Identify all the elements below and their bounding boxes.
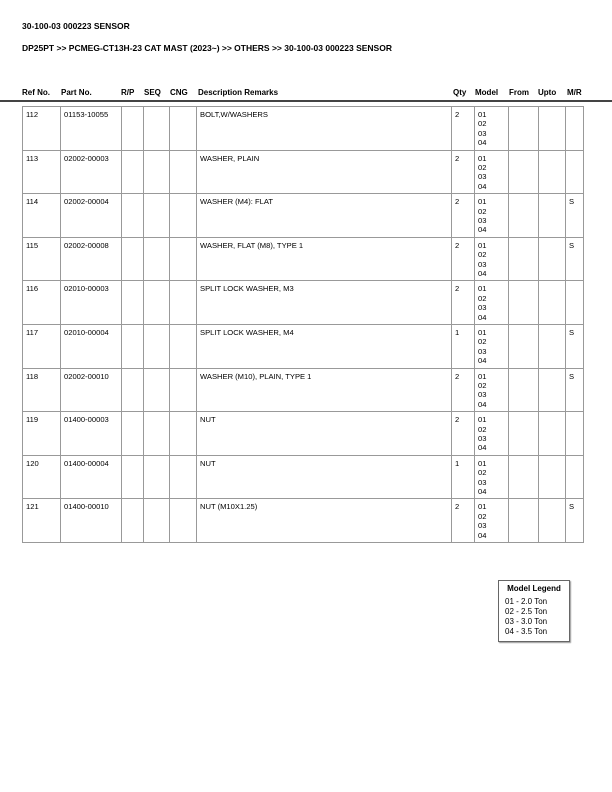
upto-cell <box>539 194 566 238</box>
table-row <box>23 237 584 281</box>
model-code: 02 <box>478 468 487 478</box>
model-code: 02 <box>478 206 487 216</box>
description-cell: SPLIT LOCK WASHER, M4 <box>197 324 452 368</box>
rp-cell <box>122 412 144 456</box>
parts-table <box>22 106 584 543</box>
model-cell <box>475 194 509 238</box>
description-cell: WASHER, PLAIN <box>197 150 452 194</box>
ref-cell: 113 <box>23 150 61 194</box>
model-code: 03 <box>478 390 487 400</box>
column-header: Ref No. <box>22 88 50 97</box>
upto-cell <box>539 281 566 325</box>
seq-cell <box>144 455 170 499</box>
column-header: CNG <box>170 88 188 97</box>
qty-cell: 1 <box>452 324 475 368</box>
model-code: 02 <box>478 337 487 347</box>
from-cell <box>509 368 539 412</box>
model-cell <box>475 324 509 368</box>
model-code: 03 <box>478 128 487 138</box>
model-cell <box>475 150 509 194</box>
upto-cell <box>539 237 566 281</box>
from-cell <box>509 281 539 325</box>
table-row <box>23 324 584 368</box>
seq-cell <box>144 499 170 543</box>
qty-cell: 2 <box>452 237 475 281</box>
model-code: 03 <box>478 303 487 313</box>
table-row <box>23 281 584 325</box>
part-no-cell: 01400-00004 <box>61 455 122 499</box>
mr-cell: S <box>566 499 584 543</box>
part-no-cell: 02002-00003 <box>61 150 122 194</box>
model-code: 01 <box>478 110 487 119</box>
model-code: 04 <box>478 312 487 322</box>
rp-cell <box>122 368 144 412</box>
model-legend <box>498 580 570 642</box>
part-no-cell: 02010-00004 <box>61 324 122 368</box>
model-code: 03 <box>478 172 487 182</box>
table-row <box>23 455 584 499</box>
column-header: Qty <box>453 88 467 97</box>
model-code: 02 <box>478 424 487 434</box>
description-cell: SPLIT LOCK WASHER, M3 <box>197 281 452 325</box>
part-no-cell: 01400-00010 <box>61 499 122 543</box>
from-cell <box>509 499 539 543</box>
rp-cell <box>122 455 144 499</box>
model-cell <box>475 237 509 281</box>
from-cell <box>509 107 539 151</box>
model-code: 03 <box>478 259 487 269</box>
legend-item: 03 - 3.0 Ton <box>505 617 548 626</box>
mr-cell: S <box>566 237 584 281</box>
model-code: 01 <box>478 371 487 381</box>
column-header: Model <box>475 88 499 97</box>
legend-item: 04 - 3.5 Ton <box>505 627 548 636</box>
description-cell: BOLT,W/WASHERS <box>197 107 452 151</box>
seq-cell <box>144 324 170 368</box>
ref-cell: 112 <box>23 107 61 151</box>
model-code: 04 <box>478 138 487 148</box>
from-cell <box>509 455 539 499</box>
rp-cell <box>122 107 144 151</box>
model-code: 04 <box>478 269 487 278</box>
mr-cell <box>566 150 584 194</box>
model-code: 03 <box>478 521 487 531</box>
model-cell <box>475 499 509 543</box>
model-cell <box>475 455 509 499</box>
column-header: Part No. <box>61 88 92 97</box>
upto-cell <box>539 324 566 368</box>
qty-cell: 2 <box>452 107 475 151</box>
model-code: 03 <box>478 433 487 443</box>
model-cell <box>475 412 509 456</box>
cng-cell <box>170 237 197 281</box>
header-divider <box>0 100 612 102</box>
model-code: 01 <box>478 153 487 163</box>
mr-cell: S <box>566 368 584 412</box>
rp-cell <box>122 237 144 281</box>
description-cell: NUT <box>197 455 452 499</box>
model-cell <box>475 107 509 151</box>
model-code: 04 <box>478 443 487 453</box>
column-header: SEQ <box>144 88 161 97</box>
seq-cell <box>144 412 170 456</box>
model-code: 01 <box>478 327 487 337</box>
seq-cell <box>144 150 170 194</box>
upto-cell <box>539 455 566 499</box>
legend-item: 02 - 2.5 Ton <box>505 607 548 616</box>
description-cell: WASHER (M10), PLAIN, TYPE 1 <box>197 368 452 412</box>
from-cell <box>509 237 539 281</box>
legend-item: 01 - 2.0 Ton <box>505 597 548 606</box>
mr-cell: S <box>566 324 584 368</box>
mr-cell <box>566 455 584 499</box>
part-no-cell: 02002-00008 <box>61 237 122 281</box>
table-row <box>23 412 584 456</box>
model-cell <box>475 281 509 325</box>
model-code: 04 <box>478 225 487 235</box>
table-row <box>23 499 584 543</box>
upto-cell <box>539 412 566 456</box>
model-code: 02 <box>478 163 487 172</box>
model-code: 02 <box>478 380 487 390</box>
column-header: R/P <box>121 88 135 97</box>
ref-cell: 115 <box>23 237 61 281</box>
model-code: 04 <box>478 356 487 366</box>
qty-cell: 1 <box>452 455 475 499</box>
table-row <box>23 107 584 151</box>
from-cell <box>509 324 539 368</box>
model-code: 04 <box>478 530 487 540</box>
part-no-cell: 01153-10055 <box>61 107 122 151</box>
description-cell: WASHER (M4): FLAT <box>197 194 452 238</box>
model-code: 01 <box>478 284 487 294</box>
rp-cell <box>122 281 144 325</box>
qty-cell: 2 <box>452 281 475 325</box>
breadcrumb: DP25PT >> PCMEG-CT13H-23 CAT MAST (2023~) >> OTHERS >> 30-100-03 000223 SENSOR <box>22 43 392 53</box>
part-no-cell: 02002-00004 <box>61 194 122 238</box>
qty-cell: 2 <box>452 499 475 543</box>
ref-cell: 120 <box>23 455 61 499</box>
ref-cell: 118 <box>23 368 61 412</box>
mr-cell <box>566 281 584 325</box>
cng-cell <box>170 368 197 412</box>
model-code: 04 <box>478 399 487 409</box>
seq-cell <box>144 194 170 238</box>
seq-cell <box>144 281 170 325</box>
seq-cell <box>144 368 170 412</box>
cng-cell <box>170 455 197 499</box>
description-cell: WASHER, FLAT (M8), TYPE 1 <box>197 237 452 281</box>
column-header: Description Remarks <box>198 88 279 97</box>
from-cell <box>509 412 539 456</box>
cng-cell <box>170 194 197 238</box>
cng-cell <box>170 150 197 194</box>
model-code: 02 <box>478 250 487 260</box>
rp-cell <box>122 194 144 238</box>
qty-cell: 2 <box>452 194 475 238</box>
ref-cell: 121 <box>23 499 61 543</box>
mr-cell <box>566 412 584 456</box>
table-row <box>23 194 584 238</box>
upto-cell <box>539 150 566 194</box>
rp-cell <box>122 499 144 543</box>
description-cell: NUT <box>197 412 452 456</box>
ref-cell: 119 <box>23 412 61 456</box>
upto-cell <box>539 107 566 151</box>
model-code: 01 <box>478 240 487 250</box>
table-row <box>23 368 584 412</box>
model-code: 01 <box>478 415 487 425</box>
from-cell <box>509 150 539 194</box>
model-code: 01 <box>478 197 487 207</box>
upto-cell <box>539 499 566 543</box>
column-header: M/R <box>567 88 582 97</box>
model-code: 03 <box>478 477 487 487</box>
seq-cell <box>144 107 170 151</box>
column-header: From <box>509 88 529 97</box>
model-code: 02 <box>478 511 487 521</box>
mr-cell <box>566 107 584 151</box>
model-code: 03 <box>478 346 487 356</box>
model-cell <box>475 368 509 412</box>
cng-cell <box>170 107 197 151</box>
part-no-cell: 01400-00003 <box>61 412 122 456</box>
table-row <box>23 150 584 194</box>
qty-cell: 2 <box>452 412 475 456</box>
cng-cell <box>170 281 197 325</box>
part-no-cell: 02010-00003 <box>61 281 122 325</box>
seq-cell <box>144 237 170 281</box>
qty-cell: 2 <box>452 150 475 194</box>
cng-cell <box>170 324 197 368</box>
model-code: 04 <box>478 181 487 191</box>
model-code: 04 <box>478 486 487 496</box>
column-header: Upto <box>538 88 557 97</box>
model-code: 01 <box>478 458 487 468</box>
model-code: 02 <box>478 293 487 303</box>
ref-cell: 117 <box>23 324 61 368</box>
upto-cell <box>539 368 566 412</box>
page-title: 30-100-03 000223 SENSOR <box>22 21 130 31</box>
legend-title: Model Legend <box>507 584 561 593</box>
model-code: 02 <box>478 119 487 129</box>
model-code: 01 <box>478 502 487 512</box>
cng-cell <box>170 499 197 543</box>
description-cell: NUT (M10X1.25) <box>197 499 452 543</box>
rp-cell <box>122 150 144 194</box>
from-cell <box>509 194 539 238</box>
rp-cell <box>122 324 144 368</box>
qty-cell: 2 <box>452 368 475 412</box>
mr-cell: S <box>566 194 584 238</box>
ref-cell: 116 <box>23 281 61 325</box>
ref-cell: 114 <box>23 194 61 238</box>
cng-cell <box>170 412 197 456</box>
part-no-cell: 02002-00010 <box>61 368 122 412</box>
model-code: 03 <box>478 216 487 225</box>
